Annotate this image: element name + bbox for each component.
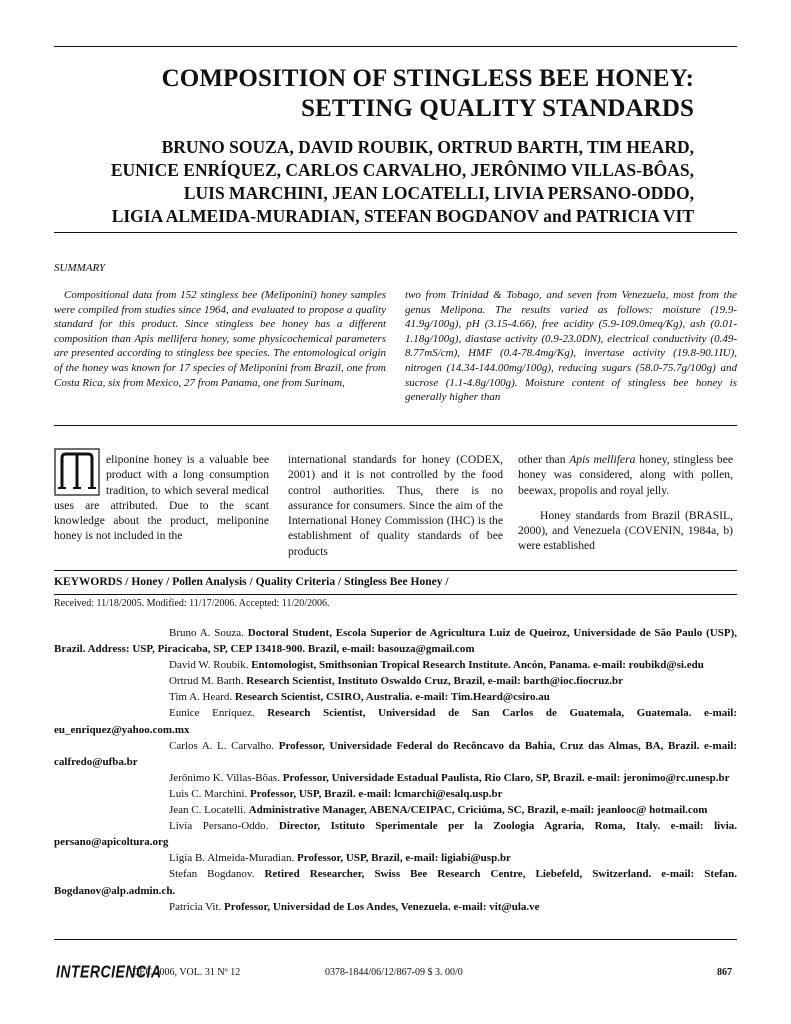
affiliation-entry	[54, 866, 737, 898]
received-dates: Received: 11/18/2005. Modified: 11/17/2006. Accepted: 11/20/2006.	[54, 598, 330, 609]
keywords-line: KEYWORDS / Honey / Pollen Analysis / Quality Criteria / Stingless Bee Honey /	[54, 576, 449, 588]
affiliation-name: Tim A. Heard.	[169, 691, 233, 704]
affiliation-detail: Research Scientist, CSIRO, Australia. e-mail: Tim.Heard@csiro.au	[234, 691, 550, 704]
body-text-3b: honey, stingless bee honey was considered, along with pollen, beewax, propolis and royal jelly.	[518, 453, 734, 497]
affiliation-entry	[54, 786, 737, 802]
authors-line-4: LIGIA ALMEIDA-MURADIAN, STEFAN BOGDANOV and PATRICIA VIT	[111, 206, 694, 226]
authors-line-2: EUNICE ENRÍQUEZ, CARLOS CARVALHO, JERÔNIMO VILLAS-BÔAS,	[110, 160, 694, 180]
affiliation-name: Stefan Bogdanov.	[169, 868, 255, 881]
affiliations	[54, 625, 737, 915]
affiliation-detail: Research Scientist, Universidad de San Carlos de Guatemala, Guatemala. e-mail: eu_enriquez@yahoo.com.mx	[54, 707, 738, 736]
affiliation-name: Jean C. Locatelli.	[169, 804, 246, 817]
affiliation-entry	[54, 705, 737, 737]
affiliation-name: Livia Persano-Oddo.	[169, 820, 269, 833]
journal-logo: INTERCIENCIA	[56, 961, 162, 981]
body-column-3	[518, 452, 733, 554]
affiliation-detail: Professor, USP, Brazil. e-mail: lcmarchi@esalq.usp.br	[249, 787, 503, 800]
authors-line-1: BRUNO SOUZA, DAVID ROUBIK, ORTRUD BARTH, TIM HEARD,	[161, 137, 694, 157]
body-text-3a: other than	[518, 453, 570, 466]
affiliation-detail: Doctoral Student, Escola Superior de Agricultura Luiz de Queiroz, Universidade de São Paulo (USP), Brazil. Address: USP, Piracicaba, SP, CEP 13418-900. Brazil, e-mail: basouza@gmail.com	[54, 627, 737, 656]
affiliation-entry	[54, 738, 737, 770]
affiliation-detail: Professor, Universidade Estadual Paulista, Rio Claro, SP, Brazil. e-mail: jeronimo@rc.unesp.br	[282, 771, 730, 784]
body-text-1: eliponine honey is a valuable bee product with a long consumption tradition, to which several medical uses are attributed. Due to the scant knowledge about the product, meliponine honey is not included in the	[54, 453, 269, 543]
affiliation-entry	[54, 850, 737, 866]
species-name: Apis mellifera	[569, 453, 636, 466]
body-text-3c: Honey standards from Brazil (BRASIL, 2000), and Venezuela (COVENIN, 1984a, b) were established	[518, 508, 733, 553]
affiliation-name: Luis C. Marchini.	[169, 787, 248, 800]
affiliation-entry	[54, 625, 737, 657]
title-line-2: SETTING QUALITY STANDARDS	[301, 95, 694, 122]
affiliation-detail: Administrative Manager, ABENA/CEIPAC, Criciúma, SC, Brazil, e-mail: jeanlooc@ hotmail.com	[248, 804, 708, 817]
authors-rule	[54, 232, 737, 233]
author-list	[54, 136, 694, 228]
affiliation-name: Eunice Enríquez.	[169, 707, 255, 720]
affiliation-name: Ortrud M. Barth.	[169, 675, 244, 688]
body-column-2: international standards for honey (CODEX, 2001) and it is not controlled by the food control authorities. Thus, there is no assurance for consumers. Since the aim of the International Honey Commission (IHC) is the establishment of quality standards of bee products	[288, 453, 503, 558]
affiliation-name: Ligia B. Almeida-Muradian.	[169, 852, 295, 865]
affiliation-name: Jerônimo K. Villas-Bôas.	[169, 771, 280, 784]
affiliation-name: Patricia Vit.	[169, 900, 222, 913]
affiliation-name: Carlos A. L. Carvalho.	[169, 739, 275, 752]
summary-heading: SUMMARY	[54, 262, 106, 274]
dropcap-m-icon	[54, 448, 100, 496]
body-column-1	[54, 452, 269, 544]
footer-issn: 0378-1844/06/12/867-09 $ 3. 00/0	[325, 967, 463, 978]
summary-left-column: Compositional data from 152 stingless bee (Meliponini) honey samples were compiled from studies since 1964, and evaluated to propose a quality standard for this product. Since stingless bee honey has a different composition than Apis mellifera honey, some physicochemical parameters are presented according to stingless bee species. The entomological origin of the honey was known for 17 species of Meliponini from Brazil, one from Costa Rica, six from Mexico, 27 from Panama, one from Surinam,	[54, 289, 386, 389]
top-rule	[54, 46, 737, 47]
affiliation-detail: Professor, Universidade Federal do Recôncavo da Bahia, Cruz das Almas, BA, Brazil. e-mail: calfredo@ufba.br	[54, 739, 737, 768]
footer-rule	[54, 939, 737, 940]
affiliation-detail: Professor, Universidad de Los Andes, Venezuela. e-mail: vit@ula.ve	[224, 900, 540, 913]
affiliation-entry	[54, 899, 737, 915]
affiliation-entry	[54, 657, 737, 673]
page-number: 867	[717, 967, 732, 978]
summary-right-column: two from Trinidad & Tobago, and seven from Venezuela, most from the genus Melipona. The results varied as follows: moisture (19.9-41.9g/100g), pH (3.15-4.66), free acidity (5.9-109.0meq/Kg), ash (0.01-1.18g/100g), diastase activity (0.9-23.0DN), electrical conductivity (0.49-8.77mS/cm), HMF (0.4-78.4mg/Kg), invertase activity (19.8-90.1IU), nitrogen (14.34-144.00mg/100g), reducing sugars (58.0-75.7g/100g) and sucrose (1.1-4.8g/100g). Moisture content of stingless bee honey is generally higher than	[405, 289, 737, 404]
authors-line-3: LUIS MARCHINI, JEAN LOCATELLI, LIVIA PERSANO-ODDO,	[183, 183, 694, 203]
affiliation-name: David W. Roubik.	[169, 659, 249, 672]
affiliation-entry	[54, 689, 737, 705]
keywords-rule	[54, 570, 737, 571]
affiliation-detail: Professor, USP, Brazil, e-mail: ligiabi@usp.br	[297, 852, 511, 865]
affiliation-entry	[54, 673, 737, 689]
summary-rule	[54, 425, 737, 426]
title-line-1: COMPOSITION OF STINGLESS BEE HONEY:	[161, 65, 694, 92]
affiliation-entry	[54, 818, 737, 850]
affiliation-name: Bruno A. Souza.	[169, 627, 244, 639]
footer-issue: DEC 2006, VOL. 31 Nº 12	[132, 967, 241, 978]
affiliation-detail: Retired Researcher, Swiss Bee Research Centre, Liebefeld, Switzerland. e-mail: Stefan. Bogdanov@alp.admin.ch.	[54, 868, 737, 897]
affiliation-entry	[54, 802, 737, 818]
affiliation-detail: Research Scientist, Instituto Oswaldo Cruz, Brazil, e-mail: barth@ioc.fiocruz.br	[246, 675, 623, 688]
affiliation-entry	[54, 770, 737, 786]
article-title	[54, 64, 694, 124]
keywords-bottom-rule	[54, 594, 737, 595]
affiliation-detail: Entomologist, Smithsonian Tropical Research Institute. Ancón, Panama. e-mail: roubikd@si.edu	[251, 659, 704, 672]
affiliation-detail: Director, Istituto Sperimentale per la Zoologia Agraria, Roma, Italy. e-mail: livia. persano@apicoltura.org	[54, 820, 737, 849]
